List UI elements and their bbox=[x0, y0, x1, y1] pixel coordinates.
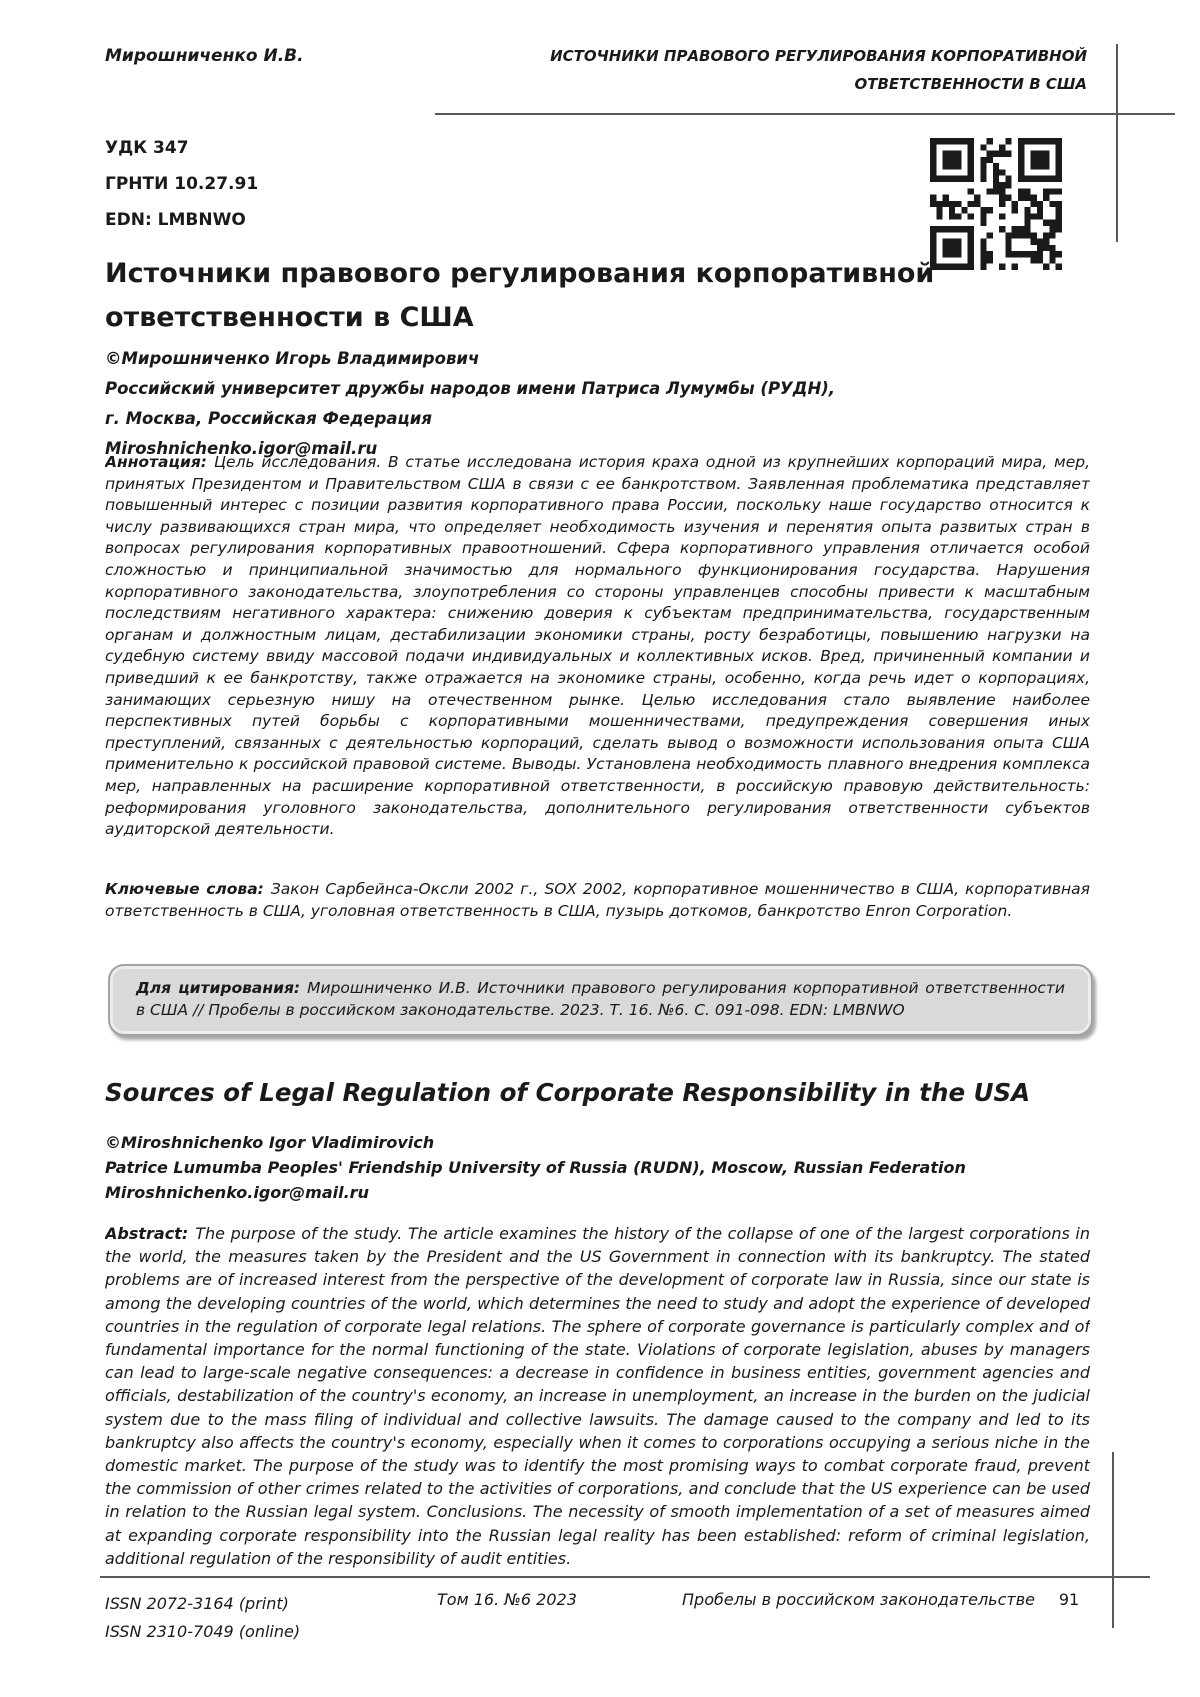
abstract-text-ru: Цель исследования. В статье исследована история краха одной из крупнейших корпораций мира, мер, принятых Президентом и Правительством США в связи с ее банкротством. Заявленная проблематика представляет повышенный интерес с позиции развития корпоративного права России, поскольку наше государство относится к числу развивающихся стран мира, что определяет необходимость изучения и перенятия опыта развитых стран в вопросах регулирования корпоративных правоотношений. Сфера корпоративного управления отличается особой сложностью и принципиальной значимостью для нормального функционирования государства. Нарушения корпоративного законодательства, злоупотребления со стороны управленцев способны привести к масштабным последствиям негативного характера: снижению доверия к субъектам предпринимательства, государственным органам и должностным лицам, дестабилизации экономики страны, росту безработицы, повышению нагрузки на судебную систему ввиду массовой подачи индивидуальных и коллективных исков. Вред, причиненный компании и приведший к ее банкротству, также отражается на экономике страны, особенно, когда речь идет о корпорациях, занимающих серьезную нишу на отечественном рынке. Целью исследования стало выявление наиболее перспективных путей борьбы с корпоративными мошенничествами, предупреждения совершения иных преступлений, связанных с деятельностью корпораций, сделать вывод о возможности использования опыта США применительно к российской правовой системе. Выводы. Установлена необходимость плавного внедрения комплекса мер, направленных на расширение корпоративной ответственности, в российскую правовую действительность: реформирования уголовного законодательства, дополнительного регулирования ответственности субъектов аудиторской деятельности. bbox=[105, 453, 1090, 839]
article-identifiers bbox=[105, 130, 258, 238]
footer-issn bbox=[105, 1590, 300, 1646]
author-name-en: ©Miroshnichenko Igor Vladimirovich bbox=[105, 1133, 435, 1152]
running-head-title bbox=[447, 42, 1087, 98]
header-rule bbox=[435, 113, 1175, 115]
grnti-code: ГРНТИ 10.27.91 bbox=[105, 174, 259, 194]
citation-label: Для цитирования: bbox=[136, 979, 301, 997]
author-affiliation-ru: Российский университет дружбы народов имени Патриса Лумумбы (РУДН), bbox=[105, 379, 836, 398]
author-email-en: Miroshnichenko.igor@mail.ru bbox=[105, 1183, 369, 1202]
article-title-ru-line-1: Источники правового регулирования корпоративной bbox=[105, 258, 935, 289]
author-affiliation-en: Patrice Lumumba Peoples' Friendship University of Russia (RUDN), Moscow, Russian Federation bbox=[105, 1158, 966, 1177]
issn-online: ISSN 2310-7049 (online) bbox=[105, 1622, 301, 1641]
keywords-text-ru: Закон Сарбейнса-Оксли 2002 г., SOX 2002, корпоративное мошенничество в США, корпоративная ответственность в США, уголовная ответственность в США, пузырь доткомов, банкротство Enron Corporation. bbox=[105, 880, 1090, 920]
footer-page-number: 91 bbox=[1058, 1590, 1080, 1609]
running-head-author: Мирошниченко И.В. bbox=[105, 46, 304, 66]
footer-vertical-rule bbox=[1112, 1452, 1114, 1628]
udk-code: УДК 347 bbox=[105, 138, 189, 158]
edn-code: EDN: LMBNWO bbox=[105, 210, 246, 230]
footer-volume-issue: Том 16. №6 2023 bbox=[437, 1590, 577, 1609]
abstract-label-ru: Аннотация: bbox=[105, 453, 208, 471]
header-vertical-rule bbox=[1116, 44, 1118, 242]
footer-journal-title: Пробелы в российском законодательстве bbox=[682, 1590, 1035, 1609]
citation-text bbox=[136, 977, 1065, 1021]
author-name-ru: ©Мирошниченко Игорь Владимирович bbox=[105, 349, 480, 368]
citation-box bbox=[108, 964, 1093, 1036]
keywords-ru bbox=[105, 878, 1090, 950]
article-title-en: Sources of Legal Regulation of Corporate Responsibility in the USA bbox=[105, 1078, 1031, 1107]
issn-print: ISSN 2072-3164 (print) bbox=[105, 1594, 289, 1613]
keywords-label-ru: Ключевые слова: bbox=[105, 880, 264, 898]
author-email-ru: Miroshnichenko.igor@mail.ru bbox=[105, 439, 378, 458]
author-block-ru bbox=[105, 344, 835, 464]
abstract-ru bbox=[105, 452, 1090, 872]
running-head-title-line-1: ИСТОЧНИКИ ПРАВОВОГО РЕГУЛИРОВАНИЯ КОРПОРАТИВНОЙ bbox=[550, 47, 1087, 65]
abstract-label-en: Abstract: bbox=[105, 1224, 189, 1243]
author-block-en bbox=[105, 1130, 966, 1205]
abstract-en bbox=[105, 1222, 1090, 1568]
author-city-ru: г. Москва, Российская Федерация bbox=[105, 409, 432, 428]
abstract-text-en: The purpose of the study. The article examines the history of the collapse of one of the largest corporations in the world, the measures taken by the President and the US Government in connection with its bankruptcy. The stated problems are of increased interest from the perspective of the development of corporate law in Russia, since our state is among the developing countries of the world, which determines the need to study and adopt the experience of developed countries in the regulation of corporate legal relations. The sphere of corporate governance is particularly complex and of fundamental importance for the normal functioning of the state. Violations of corporate legislation, abuses by managers can lead to large-scale negative consequences: a decrease in confidence in business entities, government agencies and officials, destabilization of the country's economy, an increase in unemployment, an increase in the burden on the judicial system due to the mass filing of individual and collective lawsuits. The damage caused to the company and led to its bankruptcy also affects the country's economy, especially when it comes to corporations occupying a serious niche in the domestic market. The purpose of the study was to identify the most promising ways to combat corporate fraud, prevent the commission of other crimes related to the activities of corporations, and conclude that the US experience can be used in relation to the Russian legal system. Conclusions. The necessity of smooth implementation of a set of measures aimed at expanding corporate responsibility into the Russian legal reality has been established: reform of criminal legislation, additional regulation of the responsibility of audit entities. bbox=[105, 1224, 1090, 1568]
article-title-ru bbox=[105, 252, 934, 340]
footer-rule bbox=[100, 1576, 1150, 1578]
article-title-ru-line-2: ответственности в США bbox=[105, 302, 474, 333]
citation-body: Мирошниченко И.В. Источники правового регулирования корпоративной ответственности в США // Пробелы в российском законодательстве. 2023. Т. 16. №6. С. 091-098. EDN: LMBNWO bbox=[136, 979, 1065, 1019]
qr-code-icon bbox=[930, 138, 1062, 270]
running-head-title-line-2: ОТВЕТСТВЕННОСТИ В США bbox=[854, 75, 1087, 93]
